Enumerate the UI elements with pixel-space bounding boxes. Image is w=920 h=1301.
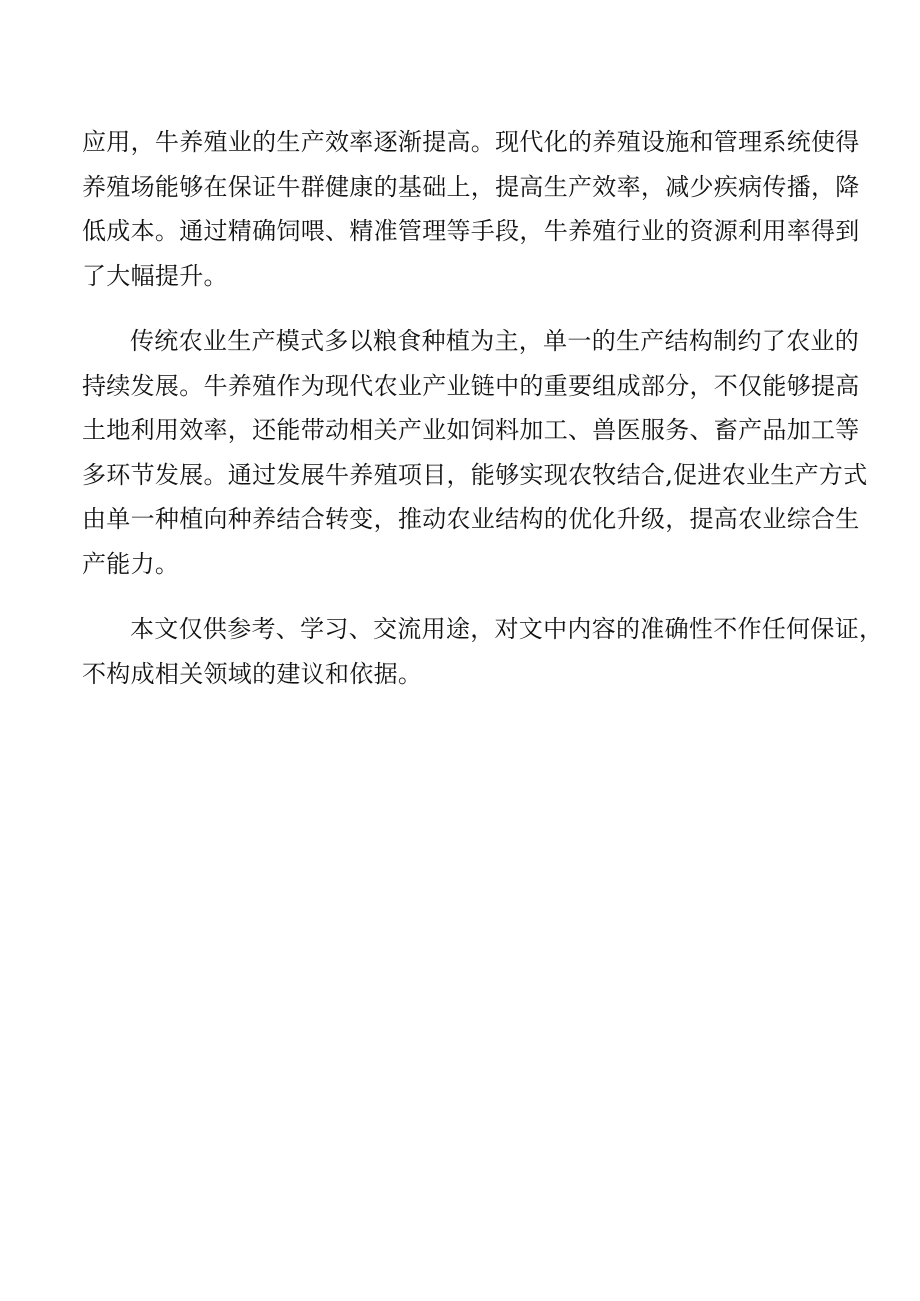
paragraph-disclaimer — [82, 607, 884, 696]
paragraph-agriculture-structure — [82, 319, 868, 586]
text-line: 产能力。 — [82, 549, 180, 578]
document-body — [82, 120, 884, 717]
text-line: 不构成相关领域的建议和依据。 — [82, 659, 423, 688]
text-line: 由单一种植向种养结合转变，推动农业结构的优化升级，提高农业综合生 — [82, 505, 860, 533]
text-line: 土地利用效率，还能带动相关产业如饲料加工、兽医服务、畜产品加工等 — [82, 416, 860, 444]
paragraph-efficiency — [82, 120, 860, 298]
text-line: 了大幅提升。 — [82, 261, 228, 290]
text-line: 养殖场能够在保证牛群健康的基础上，提高生产效率，减少疾病传播，降 — [82, 172, 860, 201]
text-line: 多环节发展。通过发展牛养殖项目，能够实现农牧结合,促进农业生产方式 — [82, 460, 868, 489]
text-line: 传统农业生产模式多以粮食种植为主，单一的生产结构制约了农业的 — [130, 327, 859, 355]
text-line: 低成本。通过精确饲喂、精准管理等手段，牛养殖行业的资源利用率得到 — [82, 217, 860, 245]
text-line: 应用，牛养殖业的生产效率逐渐提高。现代化的养殖设施和管理系统使得 — [82, 128, 860, 156]
text-line: 持续发展。牛养殖作为现代农业产业链中的重要组成部分，不仅能够提高 — [82, 371, 860, 400]
text-line: 本文仅供参考、学习、交流用途，对文中内容的准确性不作任何保证， — [130, 615, 884, 643]
